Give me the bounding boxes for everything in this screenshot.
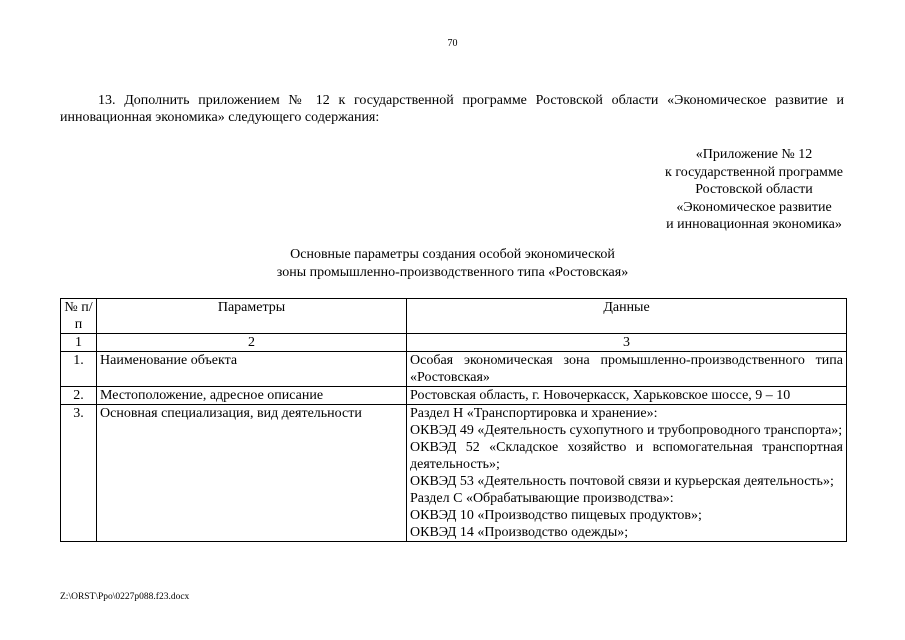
appendix-header [665,146,843,234]
data-line: Раздел С «Обрабатывающие производства»: [410,491,674,506]
header-params: Параметры [97,299,407,334]
data-line: ОКВЭД 49 «Деятельность сухопутного и трубопроводного транспорта»; [410,423,843,438]
appendix-line: «Приложение № 12 [695,147,813,162]
appendix-line: к государственной программе [665,164,843,180]
appendix-line: «Экономическое развитие [676,199,832,215]
row-param: Местоположение, адресное описание [97,387,407,405]
row-number: 1. [61,352,97,387]
appendix-line: и инновационная экономика» [666,217,842,232]
row-number: 2. [61,387,97,405]
row-data [407,352,847,387]
row-number: 3. [61,405,97,542]
document-title [0,246,905,282]
table-row [61,387,847,405]
data-line: ОКВЭД 10 «Производство пищевых продуктов»; [410,508,702,523]
table-row [61,352,847,387]
column-number: 1 [61,334,97,352]
column-number: 3 [407,334,847,352]
column-number-row [61,334,847,352]
row-data [407,405,847,542]
data-line: Особая экономическая зона промышленно-производственного типа «Ростовская» [410,353,843,385]
data-line: ОКВЭД 52 «Складское хозяйство и вспомогательная транспортная деятельность»; [410,440,843,472]
table-header-row [61,299,847,334]
column-number: 2 [97,334,407,352]
title-line: Основные параметры создания особой экономической [290,247,615,262]
parameters-table [60,298,847,542]
page-number: 70 [447,38,458,49]
appendix-line: Ростовской области [695,182,813,197]
intro-paragraph: 13. Дополнить приложением № 12 к государственной программе Ростовской области «Экономическое развитие и инновационная экономика» следующего содержания: [60,93,844,125]
title-line: зоны промышленно-производственного типа «Ростовская» [276,265,629,280]
data-line: Ростовская область, г. Новочеркасск, Харьковское шоссе, 9 – 10 [410,388,791,403]
row-data [407,387,847,405]
header-num: № п/п [61,299,97,334]
table-row [61,405,847,542]
footer-file-path: Z:\ORST\Ppo\0227p088.f23.docx [60,592,190,602]
header-data: Данные [407,299,847,334]
row-param: Наименование объекта [97,352,407,387]
row-param: Основная специализация, вид деятельности [97,405,407,542]
data-line: Раздел H «Транспортировка и хранение»: [410,406,658,421]
data-line: ОКВЭД 53 «Деятельность почтовой связи и курьерская деятельность»; [410,474,834,489]
data-line: ОКВЭД 14 «Производство одежды»; [410,525,629,540]
